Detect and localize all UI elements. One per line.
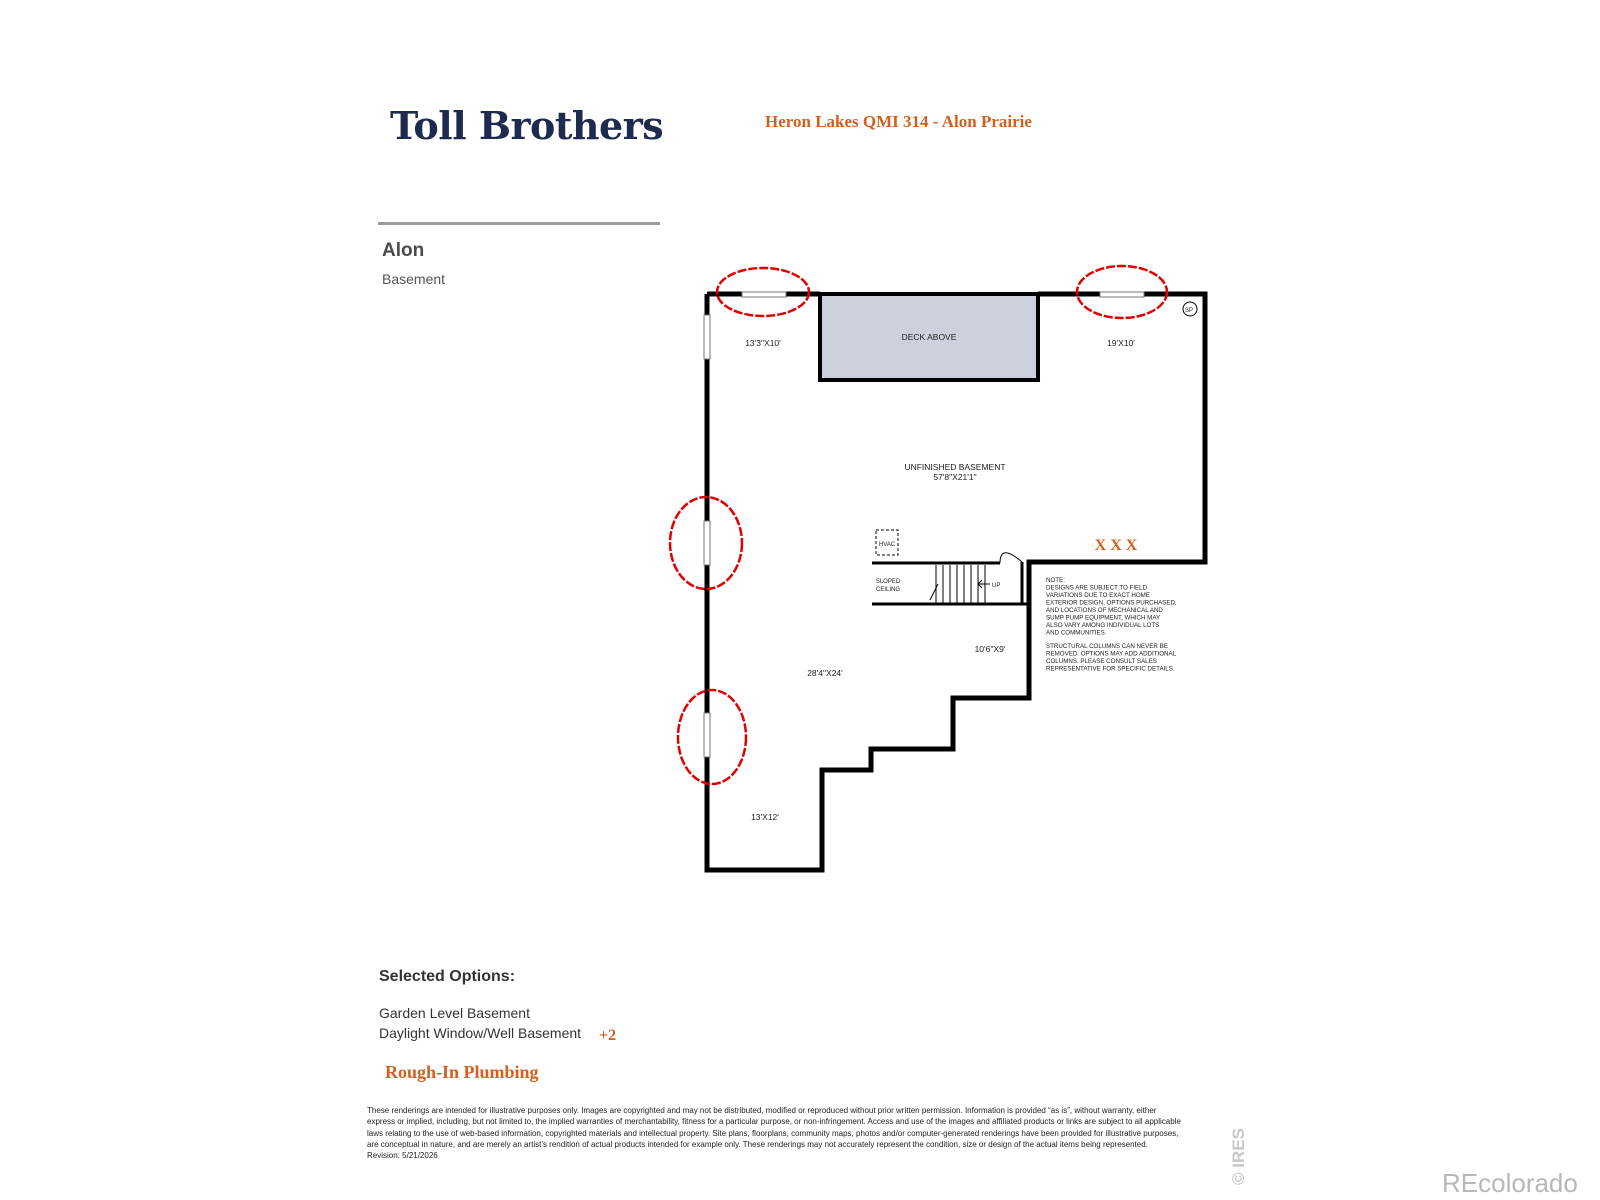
note-line: REPRESENTATIVE FOR SPECIFIC DETAILS. [1046, 665, 1175, 673]
option-item: Daylight Window/Well Basement [379, 1025, 582, 1041]
room-label-sw: 13'X12' [751, 812, 779, 822]
design-note [1046, 577, 1177, 673]
selected-options-title: Selected Options: [379, 968, 516, 985]
stairs-up-label: UP [992, 583, 1001, 589]
plan-name: Alon [382, 240, 425, 261]
sump-pump-label: SP [1185, 308, 1194, 314]
note-line: NOTE: [1046, 577, 1065, 584]
x-markers: X X X [1094, 537, 1138, 554]
stairs [930, 565, 990, 603]
ires-watermark [1228, 1113, 1248, 1185]
note-line: AND LOCATIONS OF MECHANICAL AND [1046, 607, 1163, 614]
sloped-ceiling-label-1: SLOPED [875, 579, 901, 585]
option-item: Garden Level Basement [379, 1005, 530, 1021]
note-line: VARIATIONS DUE TO EXACT HOME [1046, 592, 1150, 599]
room-label-ne: 19'X10' [1107, 338, 1135, 348]
option-plus-annotation: +2 [599, 1027, 617, 1044]
room-label-east: 10'6"X9' [974, 644, 1006, 654]
floorplan-drawing [660, 255, 1220, 875]
deck-label: DECK ABOVE [901, 332, 957, 342]
rough-in-plumbing-annotation: Rough-In Plumbing [385, 1062, 539, 1082]
recolorado-watermark: REcolorado [1442, 1168, 1578, 1198]
unfinished-basement-dims: 57'8"X21'1" [933, 472, 977, 482]
plan-level: Basement [382, 271, 446, 287]
note-line: EXTERIOR DESIGN, OPTIONS PURCHASED, [1046, 599, 1177, 607]
note-line: REMOVED. OPTIONS MAY ADD ADDITIONAL [1046, 650, 1177, 658]
note-line: ALSO VARY AMONG INDIVIDUAL LOTS [1046, 622, 1160, 629]
hvac-label: HVAC [879, 542, 896, 548]
note-line: AND COMMUNITIES. [1046, 629, 1107, 637]
room-label-nw: 13'3"X10' [745, 338, 781, 348]
sloped-ceiling-label-2: CEILING [875, 587, 901, 593]
room-label-center: 28'4"X24' [807, 668, 843, 678]
note-line: STRUCTURAL COLUMNS CAN NEVER BE [1046, 643, 1168, 650]
note-line: SUMP PUMP EQUIPMENT, WHICH MAY [1046, 614, 1161, 622]
note-line: COLUMNS. PLEASE CONSULT SALES [1046, 658, 1157, 665]
toll-brothers-logo: Toll Brothers [390, 103, 664, 148]
project-title: Heron Lakes QMI 314 - Alon Prairie [765, 112, 1032, 131]
ires-watermark-text: © IRES [1229, 1128, 1248, 1185]
divider-rule [378, 222, 660, 225]
note-line: DESIGNS ARE SUBJECT TO FIELD [1046, 584, 1148, 592]
disclaimer-text: These renderings are intended for illustrative purposes only. Images are copyrighted and may not be distributed, modified or reproduced without prior written permission. Information is provided “as is”, without warranty, either express or implied, including, but not limited to, the implied warranties of merchantability, fitness for a particular purpose, or non-infringement. Access and use of the images and affiliated products or links are subject to all applicable laws relating to the use of web-based information, copyrighted materials and intellectual property. Site plans, floorplans, community maps, photos and/or computer-generated renderings have been provided for illustrative purposes, are conceptual in nature, and are merely an artist’s rendition of actual products intended for example only. These renderings may not accurately represent the condition, size or design of the actual items being represented. Revision: 5/21/2026 [367, 1106, 1181, 1161]
door-swing [1000, 553, 1022, 563]
unfinished-basement-label: UNFINISHED BASEMENT [904, 462, 1006, 472]
